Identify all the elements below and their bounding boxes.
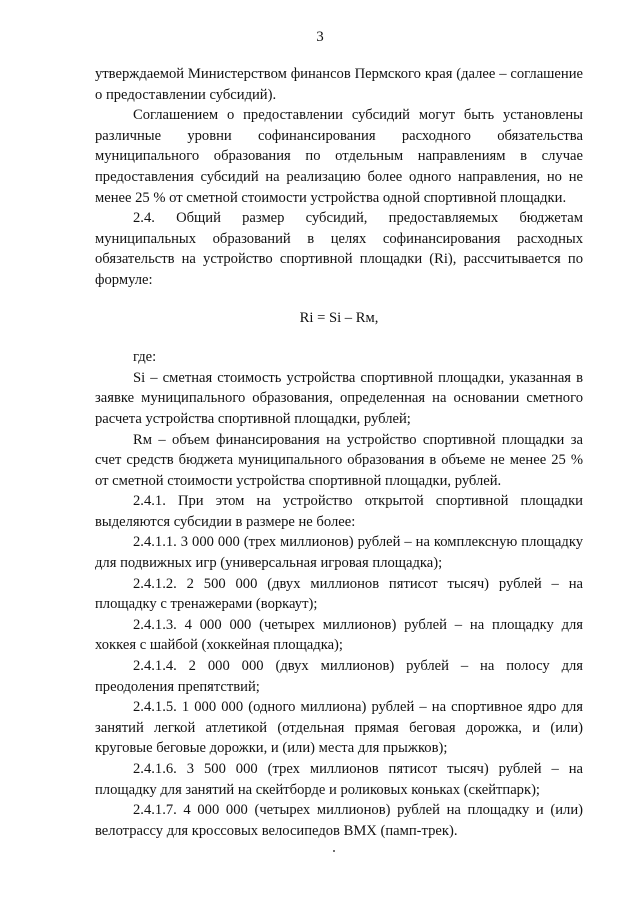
- paragraph-2-4-1-3: 2.4.1.3. 4 000 000 (четырех миллионов) рублей – на площадку для хоккея с шайбой (хоккейная площадка);: [95, 616, 583, 654]
- paragraph-2-4-1: 2.4.1. При этом на устройство открытой спортивной площадки выделяются субсидии в размере не более:: [95, 493, 583, 530]
- paragraph-2-4-1-7: 2.4.1.7. 4 000 000 (четырех миллионов) рублей на площадку и (или) велотрассу для кроссовых велосипедов BMX (памп-трек).: [95, 802, 583, 839]
- paragraph-2-4-1-4: 2.4.1.4. 2 000 000 (двух миллионов) рублей – на полосу для преодоления препятствий;: [95, 658, 583, 695]
- paragraph-where: где:: [133, 349, 157, 366]
- paragraph-2-4-1-6: 2.4.1.6. 3 500 000 (трех миллионов пятисот тысяч) рублей – на площадку для занятий на скейтборде и роликовых коньках (скейтпарк);: [95, 761, 583, 798]
- paragraph-2-4: 2.4. Общий размер субсидий, предоставляемых бюджетам муниципальных образований в целях софинансирования расходных обязательств на устройство спортивной площадки (Ri), рассчитывается по формуле:: [95, 210, 583, 288]
- paragraph-2-4-1-5: 2.4.1.5. 1 000 000 (одного миллиона) рублей – на спортивное ядро для занятий легкой атлетикой (отдельная прямая беговая дорожка, и (или) круговые беговые дорожки, и (или) места для прыжков);: [95, 699, 583, 757]
- paragraph-si-definition: Si – сметная стоимость устройства спортивной площадки, указанная в заявке муниципального образования, определенная на основании сметного расчета устройства спортивной площадки, рублей;: [95, 369, 583, 427]
- scan-speck: [333, 850, 335, 852]
- formula: Ri = Si – Rм,: [299, 309, 379, 326]
- paragraph-cofinancing-levels: Соглашением о предоставлении субсидий могут быть установлены различные уровни софинансирования расходного обязательства муниципального образования по отдельным направлениям в случае предоставления субсидий на реализацию более одного направления, но не менее 25 % от сметной стоимости устройства одной спортивной площадки.: [95, 107, 583, 206]
- paragraph-continuation: утверждаемой Министерством финансов Пермского края (далее – соглашение о предоставлении субсидий).: [95, 66, 583, 103]
- document-body: [95, 64, 583, 841]
- page-number: 3: [316, 29, 324, 45]
- paragraph-2-4-1-1: 2.4.1.1. 3 000 000 (трех миллионов) рублей – на комплексную площадку для подвижных игр (универсальная игровая площадка);: [95, 534, 583, 572]
- paragraph-2-4-1-2: 2.4.1.2. 2 500 000 (двух миллионов пятисот тысяч) рублей – на площадку с тренажерами (воркаут);: [95, 575, 583, 613]
- paragraph-rm-definition: Rм – объем финансирования на устройство спортивной площадки за счет средств бюджета муниципального образования в объеме не менее 25 % от сметной стоимости устройства спортивной площадки, рублей.: [95, 431, 583, 489]
